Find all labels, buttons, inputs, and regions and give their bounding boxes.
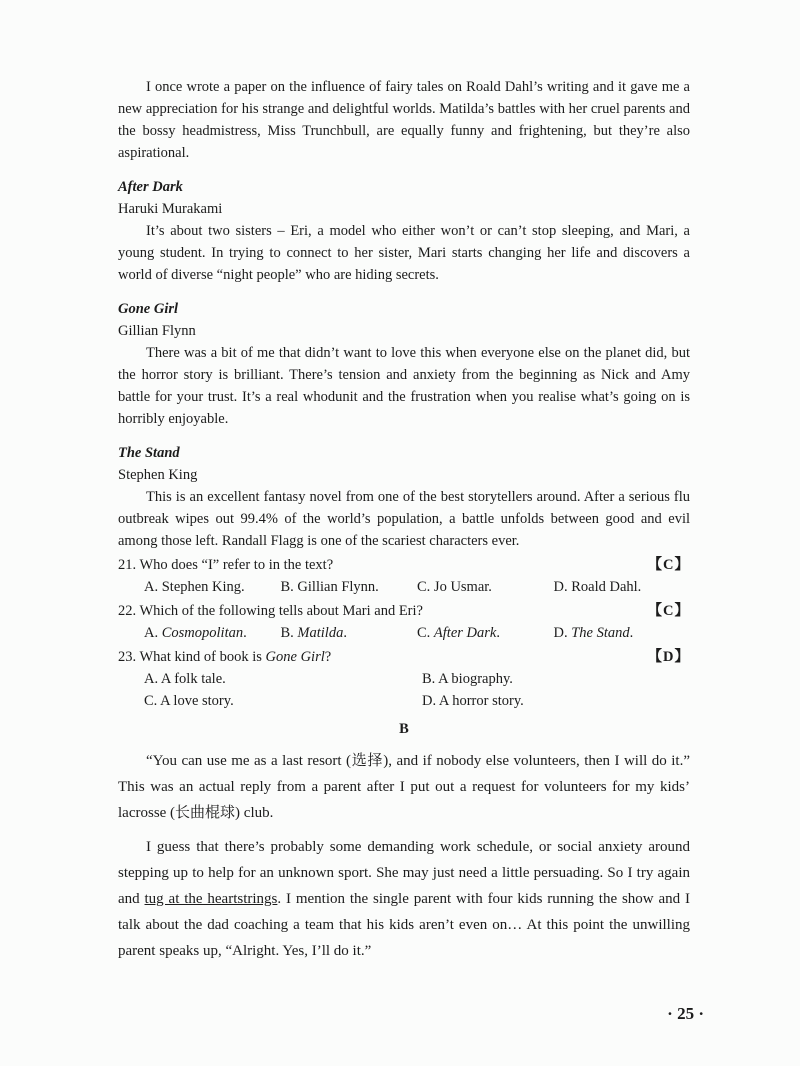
- book-description: There was a bit of me that didn’t want to love this when everyone else on the planet did, but the horror story is brilliant. There’s tension and anxiety from the beginning as Nick and Amy battle for your trust. It’s a real whodunit and the frustration when you realise what’s going on is horribly enjoyable.: [118, 345, 690, 427]
- option-list: [118, 576, 690, 598]
- option-letter: C.: [417, 625, 434, 641]
- page-content: [118, 76, 690, 972]
- book-author: Haruki Murakami: [118, 201, 223, 217]
- page-number: · 25 ·: [667, 1004, 704, 1023]
- option-list: [118, 668, 690, 712]
- book-gone-girl: [118, 298, 690, 430]
- option-title: Cosmopolitan: [161, 625, 244, 641]
- text-span: I guess that there’s probably some demanding work schedule, or social anxiety around stepping up to help for an unknown sport. She may just need a little persuading. So I try again and: [118, 839, 690, 907]
- option-letter: D.: [553, 625, 572, 641]
- section-heading: B: [399, 721, 409, 737]
- option-letter: B.: [280, 625, 298, 641]
- answer-badge: 【C】: [647, 603, 690, 619]
- passage-b-paragraph-2: [118, 834, 690, 964]
- option-letter: A.: [144, 625, 162, 641]
- option-a[interactable]: A. Cosmopolitan.: [144, 625, 247, 641]
- option-c[interactable]: C. After Dark.: [417, 625, 500, 641]
- option-title: Matilda: [297, 625, 344, 641]
- option-title: The Stand: [571, 625, 630, 641]
- question-stem: 21. Who does “I” refer to in the text?: [118, 557, 334, 573]
- question-23: [118, 646, 690, 712]
- book-description: It’s about two sisters – Eri, a model who either won’t or can’t stop sleeping, and Mari, a young student. In trying to connect to her sister, Mari starts changing her life and discovers a world of diverse “night people” who are hiding secrets.: [118, 223, 690, 283]
- stem-text: 23. What kind of book is: [118, 649, 266, 665]
- book-title: The Stand: [118, 445, 180, 461]
- book-title: After Dark: [118, 179, 183, 195]
- book-description: This is an excellent fantasy novel from one of the best storytellers around. After a serious flu outbreak wipes out 99.4% of the world’s population, a battle unfolds between good and evil among those left. Randall Flagg is one of the scariest characters ever.: [118, 489, 690, 549]
- option-b[interactable]: B. Gillian Flynn.: [280, 579, 379, 595]
- book-after-dark: [118, 176, 690, 286]
- question-stem: 22. Which of the following tells about Mari and Eri?: [118, 603, 423, 619]
- option-b[interactable]: B. Matilda.: [280, 625, 347, 641]
- passage-b-paragraph-1: “You can use me as a last resort (选择), and if nobody else volunteers, then I will do it.” This was an actual reply from a parent after I put out a request for volunteers for my kids’ lacrosse (长曲棍球) club.: [118, 753, 690, 821]
- stem-punct: ?: [324, 649, 332, 665]
- option-c[interactable]: C. A love story.: [144, 693, 234, 709]
- option-a[interactable]: A. A folk tale.: [144, 671, 226, 687]
- stem-book-title: Gone Girl: [265, 649, 325, 665]
- answer-badge: 【C】: [647, 557, 690, 573]
- book-the-stand: [118, 442, 690, 552]
- book-title: Gone Girl: [118, 301, 179, 317]
- book-author: Stephen King: [118, 467, 198, 483]
- book-author: Gillian Flynn: [118, 323, 196, 339]
- option-b[interactable]: B. A biography.: [422, 671, 513, 687]
- question-21: [118, 554, 690, 598]
- intro-paragraph: I once wrote a paper on the influence of fairy tales on Roald Dahl’s writing and it gave me a new appreciation for his strange and delightful worlds. Matilda’s battles with her cruel parents and the bossy headmistress, Miss Trunchbull, are equally funny and frightening, but they’re also aspirational.: [118, 79, 690, 161]
- answer-badge: 【D】: [647, 649, 690, 665]
- question-22: [118, 600, 690, 644]
- option-title: After Dark: [433, 625, 497, 641]
- option-list: [118, 622, 690, 644]
- option-d[interactable]: D. Roald Dahl.: [553, 579, 642, 595]
- option-c[interactable]: C. Jo Usmar.: [417, 579, 492, 595]
- option-a[interactable]: A. Stephen King.: [144, 579, 245, 595]
- option-d[interactable]: D. The Stand.: [553, 625, 634, 641]
- text-span: . I mention the single parent with four kids running the show and I talk about the dad coaching a team that his kids aren’t even on… At this point the unwilling parent speaks up, “Alright. Yes, I’ll do it.”: [118, 891, 690, 959]
- underlined-phrase: tug at the heartstrings: [144, 891, 278, 907]
- option-d[interactable]: D. A horror story.: [422, 693, 524, 709]
- question-stem: [118, 646, 331, 668]
